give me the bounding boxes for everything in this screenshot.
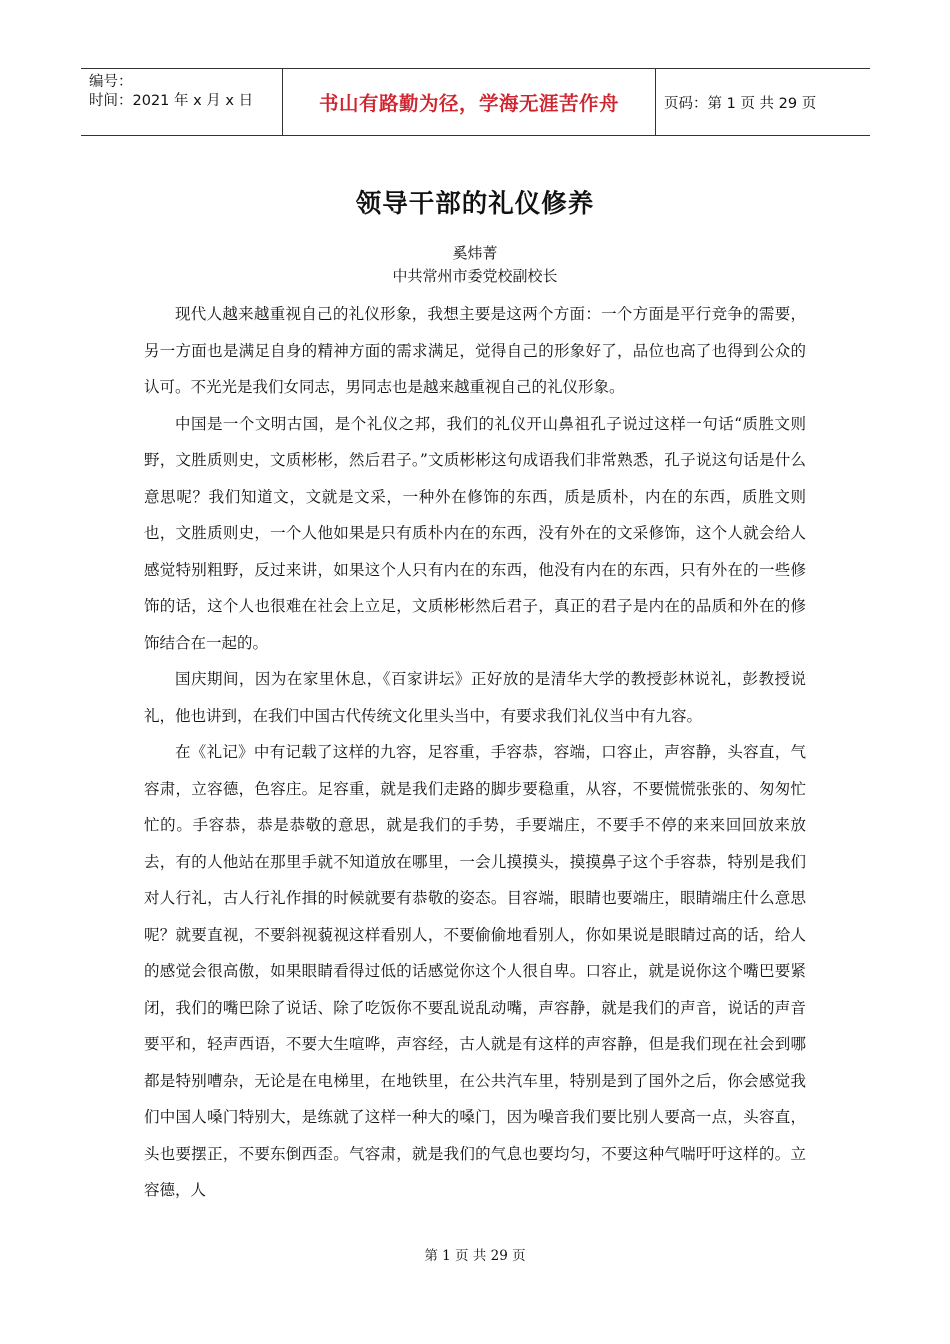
document-affiliation: 中共常州市委党校副校长 bbox=[392, 267, 558, 285]
document-number: 编号： bbox=[89, 74, 133, 90]
paragraph: 中国是一个文明古国，是个礼仪之邦，我们的礼仪开山鼻祖孔子说过这样一句话“质胜文则野，文胜质则史，文质彬彬，然后君子。”文质彬彬这句成语我们非常熟悉，孔子说这句话是什么意思呢？我们知道文，文就是文采，一种外在修饰的东西，质是质朴，内在的东西，质胜文则也，文胜质则史，一个人他如果是只有质朴内在的东西，没有外在的文采修饰，这个人就会给人感觉特别粗野，反过来讲，如果这个人只有内在的东西，他没有内在的东西，只有外在的一些修饰的话，这个人也很难在社会上立足，文质彬彬然后君子，真正的君子是内在的品质和外在的修饰结合在一起的。 bbox=[144, 414, 806, 652]
header-meta bbox=[81, 69, 282, 135]
paragraph: 现代人越来越重视自己的礼仪形象，我想主要是这两个方面：一个方面是平行竞争的需要，另一方面也是满足自身的精神方面的需求满足，觉得自己的形象好了，品位也高了也得到公众的认可。不光光是我们女同志，男同志也是越来越重视自己的礼仪形象。 bbox=[144, 305, 806, 396]
header-motto: 书山有路勤为径，学海无涯苦作舟 bbox=[318, 92, 619, 115]
header-page-info: 页码：第 1 页 共 29 页 bbox=[664, 95, 817, 112]
document-body bbox=[144, 296, 806, 1209]
page-footer: 第 1 页 共 29 页 bbox=[424, 1248, 526, 1264]
header-motto-cell bbox=[282, 69, 656, 135]
paragraph: 国庆期间，因为在家里休息，《百家讲坛》正好放的是清华大学的教授彭林说礼，彭教授说礼，他也讲到，在我们中国古代传统文化里头当中，有要求我们礼仪当中有九容。 bbox=[144, 670, 806, 725]
page-header bbox=[81, 68, 870, 136]
document-date: 时间：2021 年 x 月 x 日 bbox=[89, 93, 254, 109]
document-title: 领导干部的礼仪修养 bbox=[355, 189, 595, 219]
document-author: 奚炜菁 bbox=[452, 244, 498, 262]
paragraph: 在《礼记》中有记载了这样的九容，足容重，手容恭，容端，口容止，声容静，头容直，气容肃，立容德，色容庄。足容重，就是我们走路的脚步要稳重，从容，不要慌慌张张的、匆匆忙忙的。手容恭，恭是恭敬的意思，就是我们的手势，手要端庄，不要手不停的来来回回放来放去，有的人他站在那里手就不知道放在哪里，一会儿摸摸头，摸摸鼻子这个手容恭，特别是我们对人行礼，古人行礼作揖的时候就要有恭敬的姿态。目容端，眼睛也要端庄，眼睛端庄什么意思呢？就要直视，不要斜视藐视这样看别人，不要偷偷地看别人，你如果说是眼睛过高的话，给人的感觉会很高傲，如果眼睛看得过低的话感觉你这个人很自卑。口容止，就是说你这个嘴巴要紧闭，我们的嘴巴除了说话、除了吃饭你不要乱说乱动嘴，声容静，就是我们的声音，说话的声音要平和，轻声西语，不要大生喧哗，声容经，古人就是有这样的声容静，但是我们现在社会到哪都是特别嘈杂，无论是在电梯里，在地铁里，在公共汽车里，特别是到了国外之后，你会感觉我们中国人嗓门特别大，是练就了这样一种大的嗓门，因为噪音我们要比别人要高一点，头容直，头也要摆正，不要东倒西歪。气容肃，就是我们的气息也要均匀，不要这种气喘吁吁这样的。立容德，人 bbox=[144, 743, 806, 1199]
